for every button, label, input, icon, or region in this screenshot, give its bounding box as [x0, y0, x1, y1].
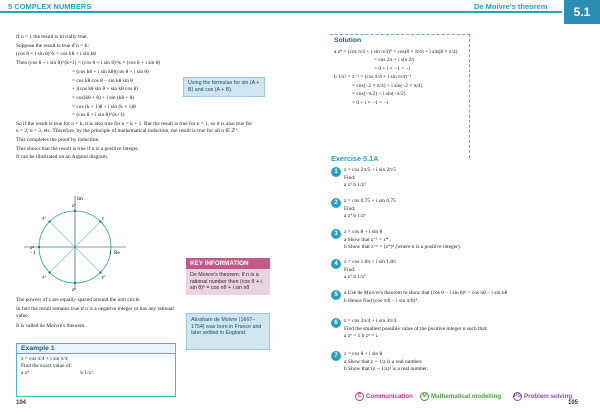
solution-line: = cos(−π/2) + i sin(−π/2) [352, 91, 406, 97]
one-label: 1 [109, 250, 112, 256]
section-tab: 5.1 [564, 0, 600, 24]
solution-line: b 1/z² = z⁻² = (cos π/4 + i sin π/4)⁻² [334, 74, 412, 80]
proof-line: It can be illustrated on an Argand diagram. [16, 154, 109, 161]
question-number-badge: 7 [331, 351, 341, 361]
question-line: z = cos 2π/5 + i sin 2π/5 [344, 167, 397, 173]
power-label: z⁷ [101, 275, 106, 281]
solution-line: = cos 2π + i sin 2π [374, 57, 414, 63]
legend-problem-solving [513, 392, 572, 401]
legend-communication [355, 392, 413, 401]
example-part-b: b 1/z². [80, 370, 94, 376]
power-label: z⁵ [42, 275, 47, 281]
problem-solving-icon: PS [514, 393, 521, 399]
solution-line: = 0 + i × −1 = −i [352, 99, 389, 106]
exercise-question [331, 351, 581, 374]
question-number-badge: 3 [331, 229, 341, 239]
question-line: Find: [344, 266, 356, 273]
question-line: a zⁿ = 1 b zⁿ = i. [344, 333, 379, 340]
example-box [16, 343, 176, 397]
question-line: a Show that z + 1/z is a real number. [344, 358, 423, 365]
power-label: z⁶ [72, 288, 76, 293]
power-label: z² [72, 204, 76, 209]
legend-communication-label: Communication [366, 393, 413, 401]
power-point [48, 220, 50, 222]
key-information-box [186, 258, 270, 295]
key-information-title: KEY INFORMATION [186, 258, 270, 269]
exercise-question [331, 290, 581, 305]
question-line: z = cos θ + i sin θ [344, 351, 383, 357]
legend-modelling [420, 392, 501, 401]
question-number-badge: 5 [331, 290, 341, 300]
power-label: z⁴ [30, 246, 34, 251]
question-line: b Show that z⁻ⁿ = (z*)ⁿ (where n is a positive integer). [344, 244, 462, 251]
power-ray [75, 222, 100, 247]
question-line: b Hence find (cos π/8 − i sin π/8)⁴. [344, 297, 419, 304]
question-line: z = cos 1.8π + i sin 1.8π [344, 259, 396, 265]
question-content [331, 351, 581, 374]
power-point [99, 271, 101, 273]
question-content [331, 229, 581, 252]
modelling-icon: M [420, 392, 429, 401]
legend [355, 392, 585, 404]
question-content [331, 318, 581, 341]
example-part [21, 370, 171, 377]
question-line: z = cos θ + i sin θ [344, 229, 383, 235]
proof-line: Then (cos θ + i sin θ)^(k+1) = (cos θ + i sin θ)^k × (cos θ + i sin θ) [16, 60, 161, 67]
formula-note: Using the formulae for sin (A + B) and cos (A + B). [183, 77, 265, 97]
proof-line: + i(cos kθ sin θ + sin kθ cos θ) [72, 86, 138, 93]
question-number-badge: 2 [331, 198, 341, 208]
power-ray [50, 222, 75, 247]
power-label: z [101, 216, 104, 222]
paragraph: The powers of z are equally spaced around the unit circle. [16, 297, 141, 303]
theorem-text [16, 297, 178, 332]
power-point [74, 282, 76, 284]
question-number-badge: 1 [331, 167, 341, 177]
question-line: z = cos 0.75 + i sin 0.75 [344, 198, 396, 204]
proof-line: If n = 1 the result is trivially true. [16, 34, 88, 40]
question-line: a Show that z⁻¹ = z*. [344, 236, 390, 243]
solution-line: = cos(−2 × π/4) + i sin(−2 × π/4) [352, 82, 423, 89]
minus-one-label: −1 [30, 250, 36, 256]
question-line: Find: [344, 205, 356, 212]
im-label: Im [77, 196, 83, 202]
page-number-left: 104 [16, 400, 27, 406]
question-line: z = cos 3π/4 + i sin 3π/4 [344, 318, 397, 324]
question-line: Find the smallest possible value of the positive integer n such that: [344, 325, 488, 332]
legend-problem-solving-label: Problem solving [524, 393, 573, 401]
example-body [17, 354, 175, 379]
exercise-question [331, 229, 581, 252]
power-label: z³ [42, 216, 46, 222]
power-point [48, 271, 50, 273]
paragraph: It is called de Moivre's theorem. [16, 322, 86, 329]
example-line: z = cos π/4 + i sin π/4 [21, 356, 68, 362]
solution-line: a z⁸ = (cos π/4 + i sin π/4)⁸ = cos(8 × π/4) + i sin(8 × π/4) [334, 48, 458, 55]
power-ray [75, 247, 100, 272]
header-rule [0, 11, 562, 13]
exercise-question [331, 167, 581, 190]
chapter-title: 5 COMPLEX NUMBERS [8, 2, 92, 11]
page-number-right: 105 [568, 400, 579, 406]
question-number-badge: 6 [331, 318, 341, 328]
exercise-question [331, 318, 581, 341]
proof-line: This completes the proof by induction. [16, 136, 100, 143]
question-line: a z⁴ b 1/z⁶ [344, 213, 366, 220]
proof-line: Suppose the result is true if n = k: [16, 42, 89, 49]
question-content [331, 198, 581, 221]
proof-line: = cos(kθ + θ) + i sin (kθ + θ) [72, 94, 135, 101]
exercise-question [331, 259, 581, 282]
question-line: Find: [344, 174, 356, 181]
question-content [331, 167, 581, 190]
proof-line: This shows that the result is true if n is a positive integer. [16, 145, 139, 152]
question-number-badge: 4 [331, 259, 341, 269]
history-note: Abraham de Moivre (1667–1754) was born in France and later settled in England. [186, 313, 270, 350]
exercise-title: Exercise 5.1A [331, 154, 379, 163]
solution-line: = 0 + i × −1 = −i [374, 65, 411, 72]
proof-line: = cos (k + 1)θ + i sin (k + 1)θ [72, 103, 136, 110]
power-point [74, 210, 76, 212]
proof-paragraph: So if the result is true for n = k, it is also true for n = k + 1. But the result is true for n = 1, so it is also true for n = 2, n = 3, etc. Therefore, by the principle of mathematical induction, the result is true for all n ∈ ℤ⁺. [16, 121, 252, 135]
page-header [0, 0, 600, 26]
proof-line: = (cos θ + i sin θ)^(k+1) [72, 112, 125, 119]
example-title: Example 1 [17, 344, 175, 354]
question-line: a z⁵ b 1/z⁵ [344, 274, 366, 281]
key-information-body: De Moivre's theorem: If n is a rational number then (cos θ + i sin θ)ⁿ = cos nθ + i sin nθ [186, 269, 270, 295]
question-line: a Use de Moivre's theorem to show that (cos θ − i sin θ)ⁿ = cos nθ − i sin nθ [344, 290, 508, 296]
solution-box [330, 34, 470, 158]
example-line: Find the exact value of: [21, 363, 72, 369]
re-label: Re [114, 250, 120, 256]
section-title: De Moivre's theorem [474, 2, 548, 11]
proof-text [16, 34, 276, 163]
question-line: a z⁵ b 1/z⁵ [344, 182, 366, 189]
exercise-question [331, 198, 581, 221]
question-content [331, 290, 581, 305]
question-content [331, 259, 581, 282]
question-line: b Show that (z − 1/z)² is a real number. [344, 366, 428, 373]
communication-icon: C [355, 392, 364, 401]
solution-title: Solution [334, 37, 362, 44]
argand-diagram [20, 192, 130, 294]
proof-line: = (cos kθ + i sin kθ)(cos θ + i sin θ) [72, 68, 149, 75]
power-ray [50, 247, 75, 272]
power-point [38, 246, 40, 248]
paragraph: In fact the result remains true if n is a negative integer or has any rational value. [16, 306, 174, 320]
proof-line: = cos kθ cos θ − sin kθ sin θ [72, 77, 133, 84]
legend-modelling-label: Mathematical modelling [431, 393, 502, 401]
example-part-a: a z⁸ [21, 370, 30, 376]
proof-line: (cos θ + i sin θ)^k = cos kθ + i sin kθ [16, 51, 96, 58]
